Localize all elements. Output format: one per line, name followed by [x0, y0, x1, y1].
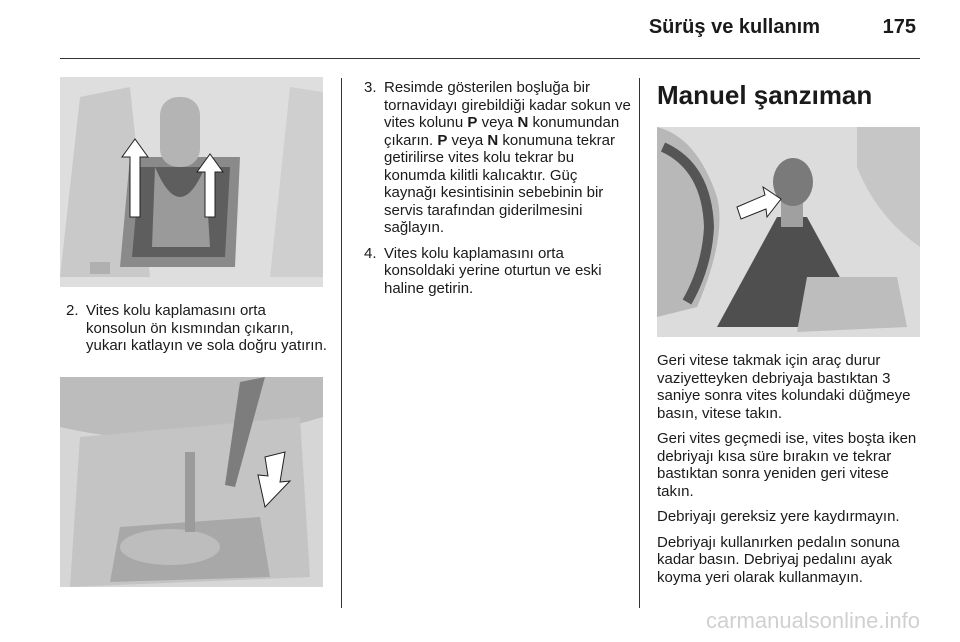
step-number: 4. — [364, 244, 377, 262]
steps-3-4 — [358, 79, 633, 305]
step-text: Vites kolu kaplamasını orta konsoldaki yerine oturtun ve eski haline getirin. — [384, 244, 602, 297]
step-number: 3. — [364, 79, 377, 96]
list-item — [358, 79, 633, 237]
watermark: carmanualsonline.info — [705, 608, 920, 633]
column-divider-left — [341, 78, 342, 608]
gear-lever-cover-figure — [60, 77, 323, 287]
column-divider-right — [639, 78, 640, 608]
section-title: Manuel şanzıman — [657, 80, 873, 110]
step-number: 2. — [66, 302, 79, 319]
manual-gearshift-figure — [657, 127, 920, 337]
screwdriver-gap-illustration — [60, 377, 323, 587]
step-text: Resimde gösterilen boşluğa bir tornavidayı girebildiği kadar sokun ve vites kolunu P veya N konumundan çıkarın. P veya N konumuna tekrar getirilirse vites kolu tekrar bu konumda kilitli kalıcaktır. Güç kaynağı kesintisinin sebebinin bir servis tarafından giderilmesini sağlayın. — [384, 79, 631, 236]
step-text: Vites kolu kaplamasını orta konsolun ön kısmından çıkarın, yukarı katlayın ve sola doğru yatırın. — [86, 302, 327, 354]
gear-lever-cover-illustration — [60, 77, 323, 287]
manual-gearbox-text — [657, 352, 927, 594]
paragraph: Debriyajı kullanırken pedalın sonuna kadar basın. Debriyaj pedalını ayak koyma yeri olarak kullanmayın. — [657, 533, 900, 586]
list-item — [358, 245, 633, 298]
manual-gearshift-illustration — [657, 127, 920, 337]
paragraph: Geri vites geçmedi ise, vites boşta iken debriyajı kısa süre bırakın ve tekrar bastıktan sonra yeniden geri vitese takın. — [657, 430, 917, 500]
step-2 — [60, 302, 330, 363]
header-rule — [60, 58, 920, 59]
page-number: 175 — [882, 16, 916, 38]
header-title: Sürüş ve kullanım — [648, 16, 820, 38]
paragraph: Geri vitese takmak için araç durur vaziyetteyken debriyaja bastıktan 3 saniye sonra vites kolundaki düğmeye basın, vitese takın. — [657, 352, 911, 422]
list-item — [60, 302, 330, 355]
paragraph: Debriyajı gereksiz yere kaydırmayın. — [657, 508, 900, 525]
screwdriver-gap-figure — [60, 377, 323, 587]
